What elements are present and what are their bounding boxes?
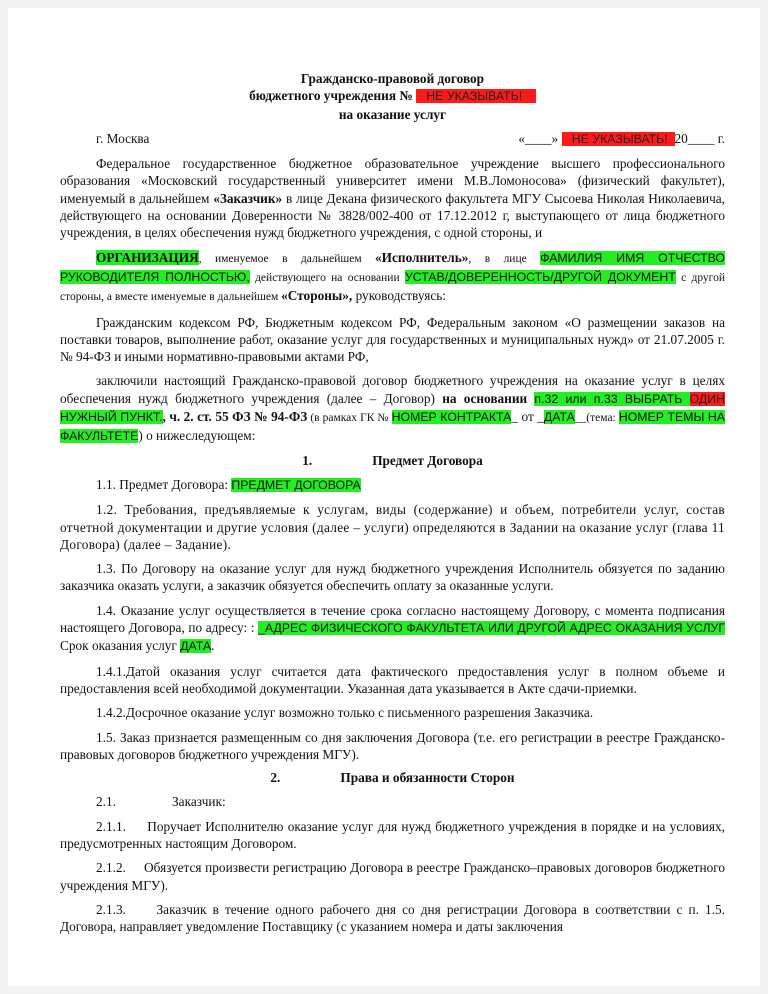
contract-number-field: НЕ УКАЗЫВАТЬ! — [416, 89, 536, 104]
basis-doc-field: УСТАВ/ДОВЕРЕННОСТЬ/ДРУГОЙ ДОКУМЕНТ — [404, 269, 676, 284]
clause-1-3: 1.3. По Договору на оказание услуг для нужд бюджетного учреждения Исполнитель обязуется по заданию заказчика оказать услуги, а заказчик обязуется обеспечить оплату за оказанные услуги. — [60, 561, 725, 594]
org-field: ОРГАНИЗАЦИЯ — [96, 249, 199, 265]
clause-1-1: 1.1. Предмет Договора: ПРЕДМЕТ ДОГОВОРА — [96, 476, 361, 492]
laws-paragraph: Гражданским кодексом РФ, Бюджетным кодексом РФ, Федеральным законом «О размещении заказов на поставки товаров, выполнение работ, оказание услуг для государственных и муниципальных нужд» от 21.07.2005 г. № 94-ФЗ и иными нормативно-правовыми актами РФ, — [60, 314, 725, 365]
contract-text — [60, 70, 725, 935]
head-name-field: ФАМИЛИЯ ИМЯ ОТЧЕСТВО РУКОВОДИТЕЛЯ ПОЛНОСТЬЮ, — [60, 250, 725, 284]
contract-number-field-2: НОМЕР КОНТРАКТА — [391, 410, 512, 425]
clause-choice-field: п.32 или п.33 ВЫБРАТЬ ОДИН НУЖНЫЙ ПУНКТ. — [60, 391, 725, 425]
date-field: НЕ УКАЗЫВАТЬ! — [561, 131, 675, 146]
clause-2-1: 2.1. Заказчик: — [96, 794, 226, 810]
clause-2-1-2: 2.1.2. Обязуется произвести регистрацию Договора в реестре Гражданско–правовых договоров бюджетного учреждения МГУ). — [60, 860, 725, 893]
topic-field: НОМЕР ТЕМЫ НА ФАКУЛЬТЕТЕ — [60, 410, 726, 444]
clause-1-4-1: 1.4.1.Датой оказания услуг считается дата фактического предоставления услуг в полном объеме и предоставления всей необходимой документации. Указанная дата указывается в Акте сдачи-приемки. — [60, 663, 725, 696]
address-field: _АДРЕС ФИЗИЧЕСКОГО ФАКУЛЬТЕТА ИЛИ ДРУГОЙ АДРЕС ОКАЗАНИЯ УСЛУГ — [258, 621, 726, 636]
clause-1-2: 1.2. Требования, предъявляемые к услугам, виды (содержание) и объем, потребители услуг, состав отчетной документации и другие условия (далее – услуги) определяются в Задании на оказание услуг (глава 11 Договора) (далее – Задание). — [60, 502, 725, 552]
title-line-1: Гражданско-правовой договор — [300, 71, 485, 86]
clause-2-1-3: 2.1.3. Заказчик в течение одного рабочего дня со дня регистрации Договора в соответствии с п. 1.5. Договора, направляет уведомление Поставщику (с указанием номера и даты заключения — [60, 901, 726, 935]
clause-1-4: 1.4. Оказание услуг осуществляется в течение срока согласно настоящему Договору, с момента подписания настоящего Договора, по адресу: : _АДРЕС ФИЗИЧЕСКОГО ФАКУЛЬТЕТА ИЛИ ДРУГОЙ АДРЕС ОКАЗАНИЯ УСЛУГ Срок оказания услуг ДАТА. — [60, 602, 726, 654]
title-line-2: бюджетного учреждения № НЕ УКАЗЫВАТЬ! — [249, 88, 536, 104]
organization-paragraph: ОРГАНИЗАЦИЯ, именуемое в дальнейшем «Исполнитель», в лице ФАМИЛИЯ ИМЯ ОТЧЕСТВО РУКОВОДИТЕЛЯ ПОЛНОСТЬЮ, действующего на основании УСТАВ/ДОВЕРЕННОСТЬ/ДРУГОЙ ДОКУМЕНТ с другой стороны, а вместе именуемые в дальнейшем «Стороны», руководствуясь: — [60, 249, 726, 304]
clause-2-1-1: 2.1.1. Поручает Исполнителю оказание услуг для нужд бюджетного учреждения в порядке и на условиях, предусмотренных настоящим Договором. — [60, 818, 725, 851]
intro-paragraph: Федеральное государственное бюджетное образовательное учреждение высшего профессионального образования «Московский государственный университет имени М.В.Ломоносова» (физический факультет), именуемый в дальнейшем «Заказчик» в лице Декана физического факультета МГУ Сысоева Николая Николаевича, действующего на основании Доверенности № 3828/002-400 от 17.12.2012 г, выступающего от лица бюджетного учреждения, в целях обеспечения нужд бюджетного учреждения, с одной стороны, и — [60, 156, 725, 241]
title-line-3: на оказание услуг — [338, 106, 447, 122]
concluded-paragraph: заключили настоящий Гражданско-правовой договор бюджетного учреждения на оказание услуг в целях обеспечения нужд бюджетного учреждения (далее – Договор) на основании п.32 или п.33 ВЫБРАТЬ ОДИН НУЖНЫЙ ПУНКТ., ч. 2. ст. 55 ФЗ № 94-ФЗ (в рамках ГК № НОМЕР КОНТРАКТА_ от _ДАТА__(тема: НОМЕР ТЕМЫ НА ФАКУЛЬТЕТЕ) о нижеследующем: — [60, 373, 726, 444]
section-1-heading: 1. Предмет Договора — [302, 452, 483, 468]
city: г. Москва — [96, 130, 150, 146]
contract-date: «____» НЕ УКАЗЫВАТЬ! 20____ г. — [518, 130, 725, 146]
contract-date-field: ДАТА — [543, 410, 575, 425]
service-date-field: ДАТА — [180, 639, 212, 654]
subject-field: ПРЕДМЕТ ДОГОВОРА — [231, 477, 361, 492]
document-page — [8, 8, 760, 986]
clause-1-4-2: 1.4.2.Досрочное оказание услуг возможно только с письменного разрешения Заказчика. — [96, 705, 594, 721]
clause-1-5: 1.5. Заказ признается размещенным со дня заключения Договора (т.е. его регистрации в реестре Гражданско-правовых договоров бюджетного учреждения МГУ). — [60, 729, 725, 762]
place-date-row — [60, 130, 725, 148]
section-2-heading: 2. Права и обязанности Сторон — [270, 770, 515, 786]
